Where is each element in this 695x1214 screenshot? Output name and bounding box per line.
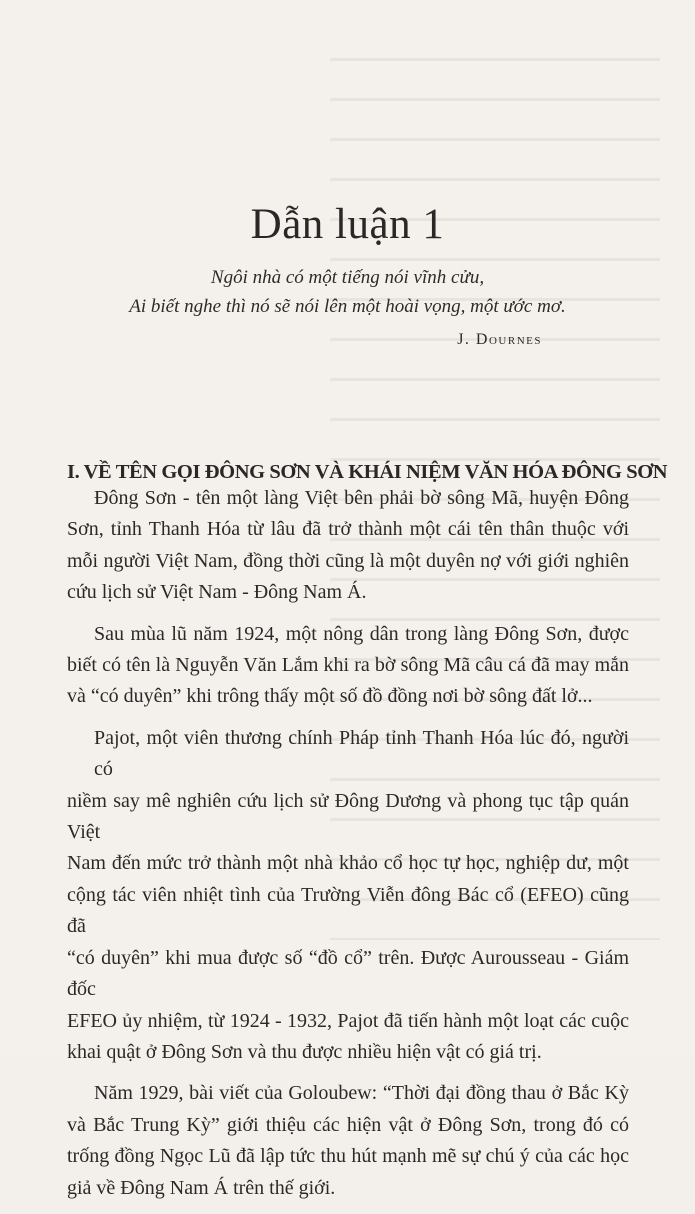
text-line: Pajot, một viên thương chính Pháp tỉnh Thanh Hóa lúc đó, người có [94,726,629,781]
paragraph-4 [67,1078,629,1204]
paragraph-1 [67,483,629,609]
text-line: biết có tên là Nguyễn Văn Lắm khi ra bờ sông Mã câu cá đã may mắn [67,654,629,677]
section-heading: I. VỀ TÊN GỌI ĐÔNG SƠN VÀ KHÁI NIỆM VĂN HÓA ĐÔNG SƠN [67,461,668,483]
epigraph-line: Ai biết nghe thì nó sẽ nói lên một hoài vọng, một ước mơ. [129,296,566,317]
text-line: Năm 1929, bài viết của Goloubew: “Thời đại đồng thau ở Bắc Kỳ [94,1082,629,1105]
epigraph-author: J. Dournes [457,331,542,348]
text-line: khai quật ở Đông Sơn và thu được nhiều hiện vật có giá trị. [67,1040,542,1063]
text-line: Sơn, tỉnh Thanh Hóa từ lâu đã trở thành một cái tên thân thuộc với [67,518,629,541]
text-line: niềm say mê nghiên cứu lịch sử Đông Dương và phong tục tập quán Việt [67,789,629,844]
body-text [67,483,629,1214]
text-line: mỗi người Việt Nam, đồng thời cũng là một duyên nợ với giới nghiên [67,549,629,572]
epigraph-line: Ngôi nhà có một tiếng nói vĩnh cửu, [210,267,485,288]
text-line: EFEO ủy nhiệm, từ 1924 - 1932, Pajot đã tiến hành một loạt các cuộc [67,1009,629,1032]
epigraph [0,263,695,321]
text-line: Đông Sơn - tên một làng Việt bên phải bờ sông Mã, huyện Đông [94,487,629,509]
paragraph-2 [67,619,629,713]
text-line: Sau mùa lũ năm 1924, một nông dân trong làng Đông Sơn, được [94,622,629,645]
text-line: và Bắc Trung Kỳ” giới thiệu các hiện vật ở Đông Sơn, trong đó có [67,1113,629,1136]
text-line: Nam đến mức trở thành một nhà khảo cổ học tự học, nghiệp dư, một [67,852,629,875]
paragraph-3 [67,723,629,1068]
text-line: trống đồng Ngọc Lũ đã lập tức thu hút mạnh mẽ sự chú ý của các học [67,1145,629,1168]
text-line: cộng tác viên nhiệt tình của Trường Viễn đông Bác cổ (EFEO) cũng đã [67,883,629,938]
text-line: và “có duyên” khi trông thấy một số đồ đồng nơi bờ sông đất lở... [67,685,593,708]
text-line: “có duyên” khi mua được số “đồ cổ” trên. Được Aurousseau - Giám đốc [67,946,629,1001]
text-line: cứu lịch sử Việt Nam - Đông Nam Á. [67,581,367,604]
chapter-title: Dẫn luận 1 [250,200,445,248]
text-line: giả về Đông Nam Á trên thế giới. [67,1176,336,1199]
